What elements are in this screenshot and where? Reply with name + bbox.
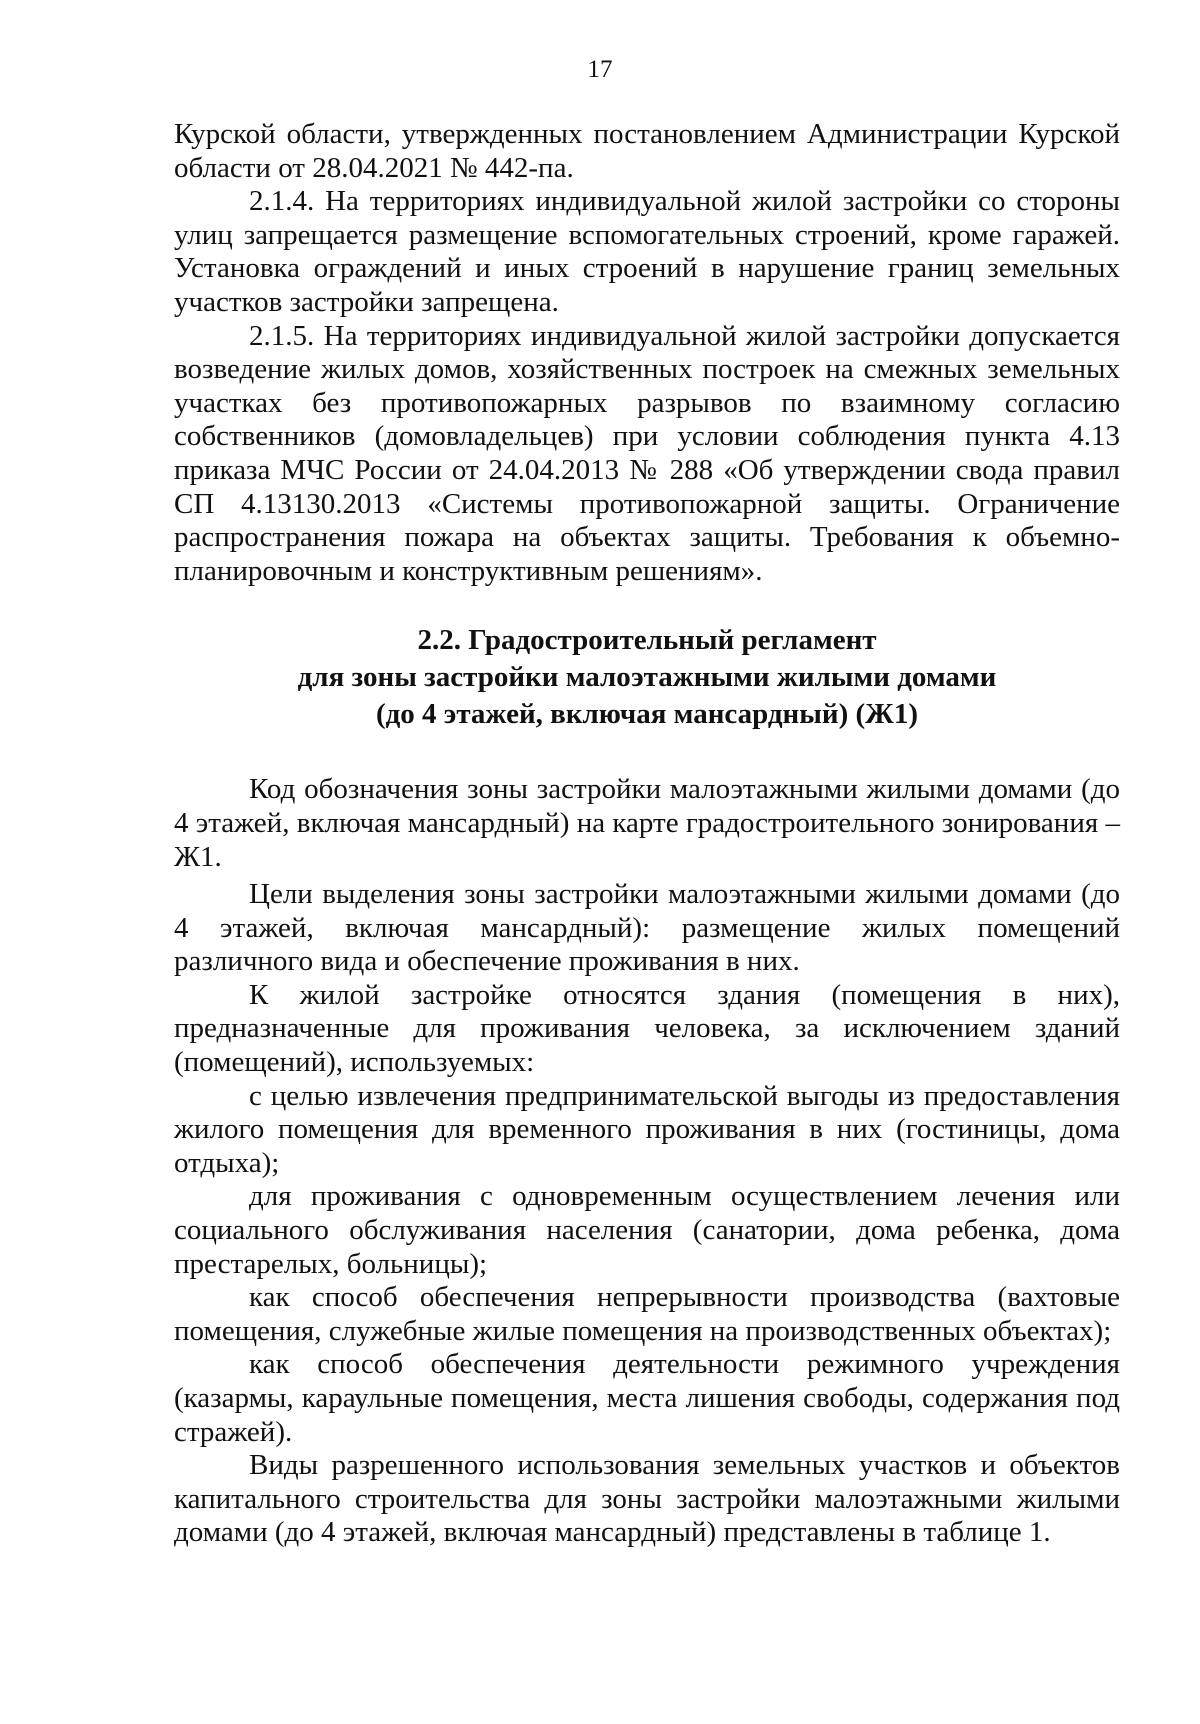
paragraph-zone-goals: Цели выделения зоны застройки малоэтажными жилыми домами (до 4 этажей, включая мансардный): размещение жилых помещений различного вида и обеспечение проживания в них. <box>174 878 1120 978</box>
page-number: 17 <box>587 56 613 83</box>
paragraph-exclusion-4: как способ обеспечения деятельности режимного учреждения (казармы, караульные помещения, места лишения свободы, содержания под стражей). <box>174 1348 1120 1448</box>
paragraph-continuation: Курской области, утвержденных постановлением Администрации Курской области от 28.04.2021 № 442-па. <box>174 118 1120 184</box>
paragraph-exclusion-2: для проживания с одновременным осуществлением лечения или социального обслуживания населения (санатории, дома ребенка, дома престарелых, больницы); <box>174 1180 1120 1280</box>
paragraph-exclusion-3: как способ обеспечения непрерывности производства (вахтовые помещения, служебные жилые помещения на производственных объектах); <box>174 1281 1120 1347</box>
paragraph-residential-definition: К жилой застройке относятся здания (помещения в них), предназначенные для проживания человека, за исключением зданий (помещений), используемых: <box>174 978 1120 1079</box>
paragraph-permitted-uses: Виды разрешенного использования земельных участков и объектов капитального строительства для зоны застройки малоэтажными жилыми домами (до 4 этажей, включая мансардный) представлены в таблице 1. <box>174 1449 1120 1549</box>
section-heading-line-3: (до 4 этажей, включая мансардный) (Ж1) <box>375 698 919 731</box>
section-heading-line-2: для зоны застройки малоэтажными жилыми домами <box>297 661 997 694</box>
paragraph-2-1-5: 2.1.5. На территориях индивидуальной жилой застройки допускается возведение жилых домов, хозяйственных построек на смежных земельных участках без противопожарных разрывов по взаимному согласию собственников (домовладельцев) при условии соблюдения пункта 4.13 приказа МЧС России от 24.04.2013 № 288 «Об утверждении свода правил СП 4.13130.2013 «Системы противопожарной защиты. Ограничение распространения пожара на объектах защиты. Требования к объемно-планировочным и конструктивным решениям». <box>174 319 1120 587</box>
paragraph-2-1-4: 2.1.4. На территориях индивидуальной жилой застройки со стороны улиц запрещается размещение вспомогательных строений, кроме гаражей. Установка ограждений и иных строений в нарушение границ земельных участков застройки запрещена. <box>174 185 1120 318</box>
section-heading-line-1: 2.2. Градостроительный регламент <box>417 624 877 657</box>
paragraph-exclusion-1: с целью извлечения предпринимательской выгоды из предоставления жилого помещения для временного проживания в них (гостиницы, дома отдыха); <box>174 1079 1120 1179</box>
paragraph-zone-code: Код обозначения зоны застройки малоэтажными жилыми домами (до 4 этажей, включая мансардный) на карте градостроительного зонирования – Ж1. <box>174 773 1120 873</box>
section-heading <box>174 622 1120 733</box>
document-body <box>174 118 1120 1550</box>
